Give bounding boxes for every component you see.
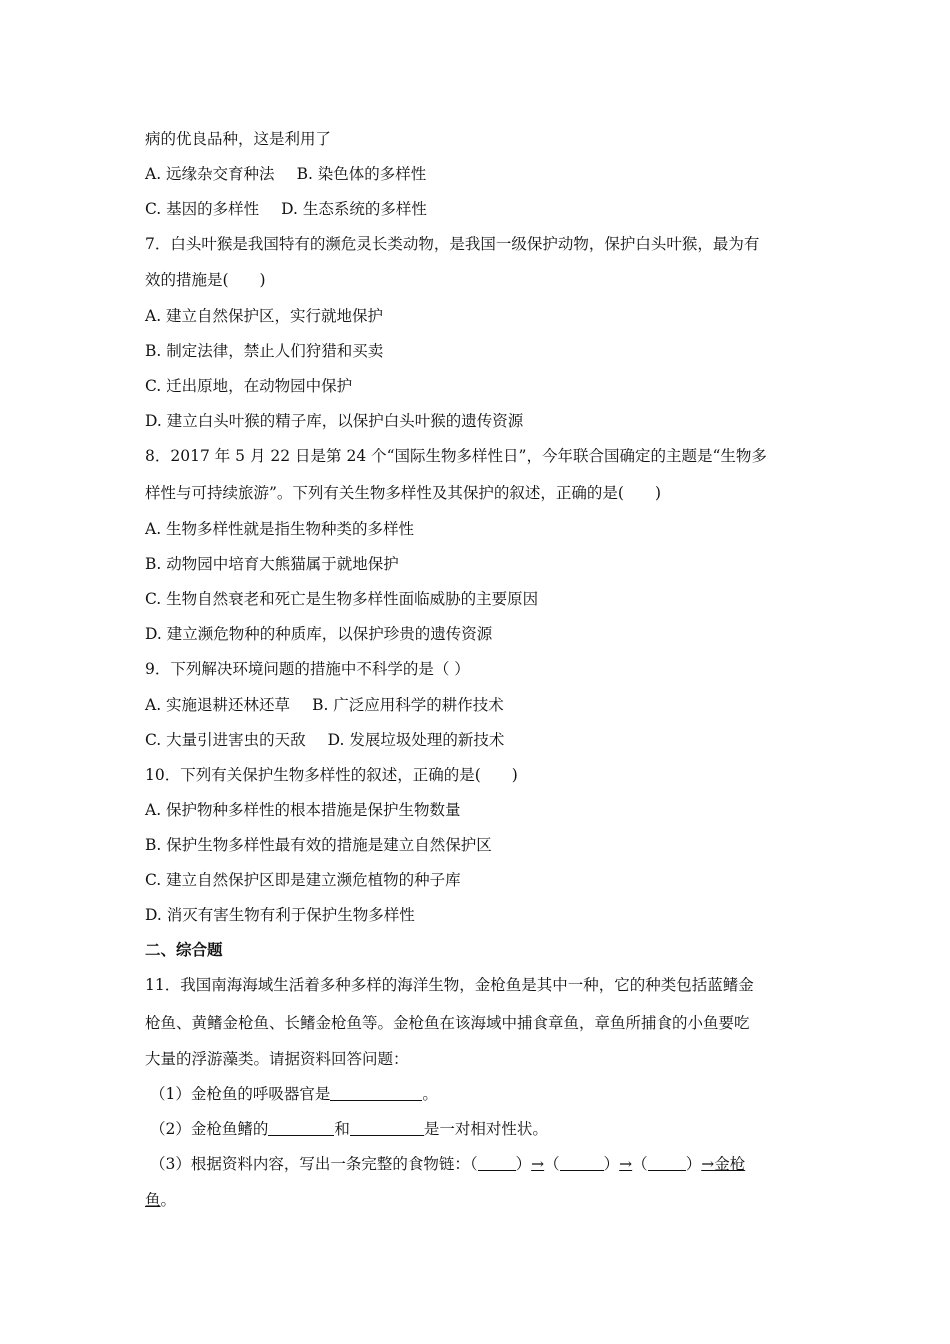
text-line <box>145 129 331 149</box>
option-text: D. 消灭有害生物有利于保护生物多样性 <box>145 906 415 924</box>
option-d <box>145 624 492 644</box>
sub-question-3-cont <box>145 1190 176 1210</box>
option-d <box>145 411 523 431</box>
paren-open: （ <box>632 1155 648 1173</box>
question-7-stem <box>145 234 759 254</box>
sub-question-text: 是一对相对性状。 <box>423 1120 548 1138</box>
option-b <box>145 554 399 574</box>
question-text: 效的措施是( ) <box>145 271 266 289</box>
option-a <box>145 306 383 326</box>
question-8-stem <box>145 446 767 466</box>
option-b <box>145 341 383 361</box>
arrow-icon: → <box>531 1155 545 1173</box>
punctuation: 。 <box>422 1085 438 1103</box>
option-text: C. 迁出原地，在动物园中保护 <box>145 377 353 395</box>
option-d: D. 发展垃圾处理的新技术 <box>327 731 505 749</box>
question-6-stem-end: 病的优良品种，这是利用了 <box>145 130 332 148</box>
option-text: A. 保护物种多样性的根本措施是保护生物数量 <box>145 801 461 819</box>
question-11-stem <box>145 975 754 995</box>
option-text: A. 生物多样性就是指生物种类的多样性 <box>145 520 415 538</box>
question-text: 7．白头叶猴是我国特有的濒危灵长类动物，是我国一级保护动物，保护白头叶猴，最为有 <box>145 235 760 253</box>
question-8-stem-cont <box>145 483 661 503</box>
answer-blank[interactable] <box>268 1119 334 1136</box>
question-text: 11．我国南海海域生活着多种多样的海洋生物，金枪鱼是其中一种，它的种类包括蓝鳍金 <box>145 976 754 994</box>
sub-question-text: （2）金枪鱼鳍的 <box>150 1120 269 1138</box>
option-c: C. 基因的多样性 <box>145 200 260 218</box>
question-9-stem <box>145 659 470 679</box>
question-7-stem-cont <box>145 270 266 290</box>
option-text: B. 动物园中培育大熊猫属于就地保护 <box>145 555 399 573</box>
paren-close: ） <box>685 1155 702 1173</box>
sub-question-text: （1）金枪鱼的呼吸器官是 <box>150 1085 331 1103</box>
answer-blank[interactable] <box>648 1154 686 1171</box>
option-c: C. 大量引进害虫的天敌 <box>145 731 306 749</box>
question-text: 8．2017 年 5 月 22 日是第 24 个“国际生物多样性日”，今年联合国确定的主题是“生物多 <box>145 447 767 465</box>
option-text: A. 建立自然保护区，实行就地保护 <box>145 307 384 325</box>
option-a <box>145 519 414 539</box>
option-a <box>145 800 461 820</box>
food-chain-end: 鱼 <box>145 1191 161 1209</box>
question-10-stem <box>145 765 518 785</box>
option-b: B. 广泛应用科学的耕作技术 <box>312 696 504 714</box>
option-b <box>145 835 492 855</box>
option-b: B. 染色体的多样性 <box>296 165 427 183</box>
option-text: B. 保护生物多样性最有效的措施是建立自然保护区 <box>145 836 492 854</box>
options-row <box>145 199 427 219</box>
options-row <box>145 164 426 184</box>
option-a: A. 实施退耕还林还草 <box>145 696 291 714</box>
paren-close: ） <box>515 1155 532 1173</box>
option-text: C. 生物自然衰老和死亡是生物多样性面临威胁的主要原因 <box>145 590 539 608</box>
paren-close: ） <box>603 1155 620 1173</box>
answer-blank[interactable] <box>330 1084 422 1101</box>
punctuation: 。 <box>160 1191 177 1209</box>
arrow-icon: → <box>619 1155 633 1173</box>
paren-open: （ <box>544 1155 560 1173</box>
option-text: B. 制定法律，禁止人们狩猎和买卖 <box>145 342 384 360</box>
options-row <box>145 730 504 750</box>
sub-question-1 <box>150 1084 438 1104</box>
question-11-stem-cont <box>145 1013 750 1033</box>
section-heading <box>145 940 223 960</box>
question-text: 9．下列解决环境问题的措施中不科学的是（ ） <box>145 660 470 678</box>
answer-blank[interactable] <box>478 1154 516 1171</box>
question-text: 大量的浮游藻类。请据资料回答问题： <box>145 1050 409 1068</box>
option-text: C. 建立自然保护区即是建立濒危植物的种子库 <box>145 871 461 889</box>
sub-question-2 <box>150 1119 548 1139</box>
section-heading-text: 二、综合题 <box>145 940 223 959</box>
option-d: D. 生态系统的多样性 <box>281 200 427 218</box>
option-text: D. 建立濒危物种的种质库，以保护珍贵的遗传资源 <box>145 625 493 643</box>
answer-blank[interactable] <box>560 1154 604 1171</box>
option-a: A. 远缘杂交育种法 <box>145 165 275 183</box>
sub-question-text: （3）根据资料内容，写出一条完整的食物链：（ <box>150 1155 478 1173</box>
option-text: D. 建立白头叶猴的精子库，以保护白头叶猴的遗传资源 <box>145 412 524 430</box>
options-row <box>145 695 504 715</box>
option-c <box>145 589 538 609</box>
option-d <box>145 905 415 925</box>
conjunction: 和 <box>334 1120 350 1138</box>
question-text: 样性与可持续旅游”。下列有关生物多样性及其保护的叙述，正确的是( ) <box>145 484 662 502</box>
question-text: 枪鱼、黄鳍金枪鱼、长鳍金枪鱼等。金枪鱼在该海域中捕食章鱼，章鱼所捕食的小鱼要吃 <box>145 1014 750 1032</box>
option-c <box>145 870 461 890</box>
option-c <box>145 376 352 396</box>
question-text: 10．下列有关保护生物多样性的叙述，正确的是( ) <box>145 766 518 784</box>
answer-blank[interactable] <box>350 1119 424 1136</box>
sub-question-3 <box>150 1154 745 1174</box>
question-11-stem-cont <box>145 1049 409 1069</box>
food-chain-end: →金枪 <box>701 1155 746 1173</box>
